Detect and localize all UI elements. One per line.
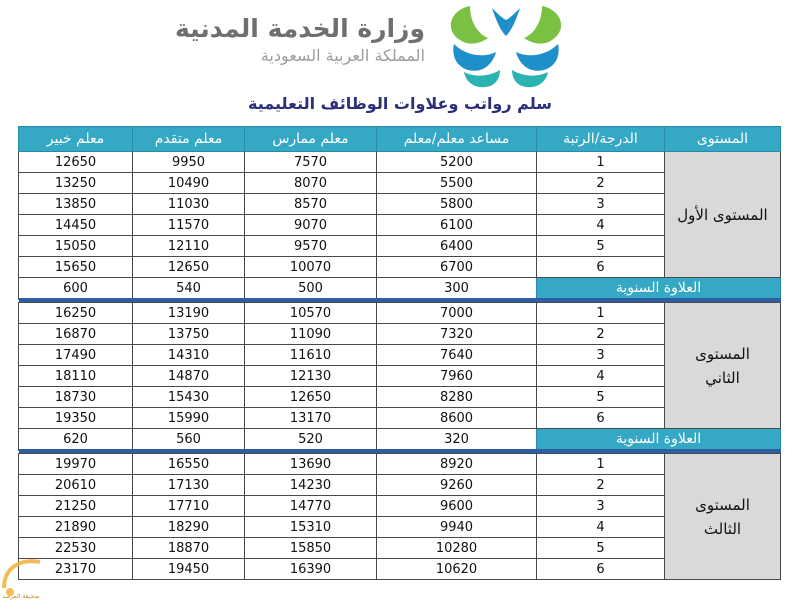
expert-teacher-salary-cell: 19970 bbox=[19, 454, 133, 475]
practitioner-teacher-raise-cell: 500 bbox=[245, 278, 377, 300]
grade-cell: 4 bbox=[537, 366, 665, 387]
practitioner-teacher-salary-cell: 9570 bbox=[245, 236, 377, 257]
assistant-teacher-salary-cell: 7000 bbox=[377, 303, 537, 324]
practitioner-teacher-salary-cell: 8070 bbox=[245, 173, 377, 194]
grade-cell: 3 bbox=[537, 345, 665, 366]
assistant-teacher-salary-cell: 7960 bbox=[377, 366, 537, 387]
expert-teacher-salary-cell: 21250 bbox=[19, 496, 133, 517]
level-label: المستوى الثالث bbox=[665, 454, 781, 580]
grade-cell: 1 bbox=[537, 152, 665, 173]
advanced-teacher-salary-cell: 15990 bbox=[133, 408, 245, 429]
ministry-logo-icon bbox=[440, 0, 572, 92]
expert-teacher-salary-cell: 18110 bbox=[19, 366, 133, 387]
advanced-teacher-salary-cell: 17130 bbox=[133, 475, 245, 496]
advanced-teacher-salary-cell: 19450 bbox=[133, 559, 245, 580]
assistant-teacher-salary-cell: 8280 bbox=[377, 387, 537, 408]
grade-cell: 3 bbox=[537, 496, 665, 517]
practitioner-teacher-salary-cell: 10070 bbox=[245, 257, 377, 278]
assistant-teacher-salary-cell: 8600 bbox=[377, 408, 537, 429]
annual-raise-label: العلاوة السنوية bbox=[537, 278, 781, 300]
practitioner-teacher-raise-cell: 520 bbox=[245, 429, 377, 451]
practitioner-teacher-salary-cell: 7570 bbox=[245, 152, 377, 173]
practitioner-teacher-salary-cell: 12650 bbox=[245, 387, 377, 408]
practitioner-teacher-salary-cell: 14770 bbox=[245, 496, 377, 517]
expert-teacher-raise-cell: 620 bbox=[19, 429, 133, 451]
column-header-expert-teacher: معلم خبير bbox=[19, 127, 133, 152]
assistant-teacher-salary-cell: 10280 bbox=[377, 538, 537, 559]
document-header bbox=[0, 0, 800, 92]
grade-cell: 6 bbox=[537, 408, 665, 429]
expert-teacher-salary-cell: 17490 bbox=[19, 345, 133, 366]
kingdom-name: المملكة العربية السعودية bbox=[260, 46, 425, 65]
grade-cell: 5 bbox=[537, 236, 665, 257]
advanced-teacher-raise-cell: 560 bbox=[133, 429, 245, 451]
advanced-teacher-salary-cell: 9950 bbox=[133, 152, 245, 173]
assistant-teacher-salary-cell: 10620 bbox=[377, 559, 537, 580]
annual-raise-row bbox=[19, 429, 781, 451]
advanced-teacher-salary-cell: 17710 bbox=[133, 496, 245, 517]
annual-raise-label: العلاوة السنوية bbox=[537, 429, 781, 451]
advanced-teacher-salary-cell: 18870 bbox=[133, 538, 245, 559]
table-row bbox=[19, 454, 781, 475]
advanced-teacher-salary-cell: 11030 bbox=[133, 194, 245, 215]
practitioner-teacher-salary-cell: 9070 bbox=[245, 215, 377, 236]
practitioner-teacher-salary-cell: 8570 bbox=[245, 194, 377, 215]
advanced-teacher-salary-cell: 18290 bbox=[133, 517, 245, 538]
assistant-teacher-salary-cell: 9940 bbox=[377, 517, 537, 538]
expert-teacher-salary-cell: 19350 bbox=[19, 408, 133, 429]
advanced-teacher-salary-cell: 10490 bbox=[133, 173, 245, 194]
newspaper-watermark-icon bbox=[0, 548, 42, 600]
assistant-teacher-salary-cell: 6400 bbox=[377, 236, 537, 257]
expert-teacher-salary-cell: 15050 bbox=[19, 236, 133, 257]
assistant-teacher-raise-cell: 320 bbox=[377, 429, 537, 451]
column-header-assistant-teacher: مساعد معلم/معلم bbox=[377, 127, 537, 152]
expert-teacher-salary-cell: 16870 bbox=[19, 324, 133, 345]
advanced-teacher-salary-cell: 15430 bbox=[133, 387, 245, 408]
advanced-teacher-salary-cell: 13750 bbox=[133, 324, 245, 345]
expert-teacher-salary-cell: 23170 bbox=[19, 559, 133, 580]
expert-teacher-salary-cell: 22530 bbox=[19, 538, 133, 559]
expert-teacher-salary-cell: 13850 bbox=[19, 194, 133, 215]
level-label: المستوى الأول bbox=[665, 152, 781, 278]
expert-teacher-salary-cell: 13250 bbox=[19, 173, 133, 194]
salary-scale-table bbox=[18, 126, 781, 580]
table-row bbox=[19, 152, 781, 173]
advanced-teacher-salary-cell: 11570 bbox=[133, 215, 245, 236]
advanced-teacher-salary-cell: 14310 bbox=[133, 345, 245, 366]
practitioner-teacher-salary-cell: 15850 bbox=[245, 538, 377, 559]
grade-cell: 5 bbox=[537, 538, 665, 559]
expert-teacher-raise-cell: 600 bbox=[19, 278, 133, 300]
grade-cell: 5 bbox=[537, 387, 665, 408]
assistant-teacher-salary-cell: 9260 bbox=[377, 475, 537, 496]
practitioner-teacher-salary-cell: 12130 bbox=[245, 366, 377, 387]
advanced-teacher-salary-cell: 14870 bbox=[133, 366, 245, 387]
grade-cell: 2 bbox=[537, 173, 665, 194]
grade-cell: 1 bbox=[537, 454, 665, 475]
grade-cell: 1 bbox=[537, 303, 665, 324]
advanced-teacher-salary-cell: 12650 bbox=[133, 257, 245, 278]
watermark-text: صحيفة المرصد bbox=[2, 593, 40, 600]
level-label: المستوى الثاني bbox=[665, 303, 781, 429]
column-header-practitioner-teacher: معلم ممارس bbox=[245, 127, 377, 152]
expert-teacher-salary-cell: 14450 bbox=[19, 215, 133, 236]
assistant-teacher-salary-cell: 7320 bbox=[377, 324, 537, 345]
advanced-teacher-salary-cell: 12110 bbox=[133, 236, 245, 257]
practitioner-teacher-salary-cell: 10570 bbox=[245, 303, 377, 324]
practitioner-teacher-salary-cell: 13170 bbox=[245, 408, 377, 429]
grade-cell: 2 bbox=[537, 475, 665, 496]
assistant-teacher-salary-cell: 7640 bbox=[377, 345, 537, 366]
grade-cell: 4 bbox=[537, 517, 665, 538]
ministry-name: وزارة الخدمة المدنية bbox=[174, 14, 425, 43]
practitioner-teacher-salary-cell: 11090 bbox=[245, 324, 377, 345]
advanced-teacher-salary-cell: 16550 bbox=[133, 454, 245, 475]
grade-cell: 2 bbox=[537, 324, 665, 345]
assistant-teacher-salary-cell: 6700 bbox=[377, 257, 537, 278]
table-header-row bbox=[19, 127, 781, 152]
expert-teacher-salary-cell: 16250 bbox=[19, 303, 133, 324]
column-header-level: المستوى bbox=[665, 127, 781, 152]
grade-cell: 6 bbox=[537, 559, 665, 580]
grade-cell: 3 bbox=[537, 194, 665, 215]
assistant-teacher-salary-cell: 5500 bbox=[377, 173, 537, 194]
assistant-teacher-salary-cell: 5800 bbox=[377, 194, 537, 215]
expert-teacher-salary-cell: 20610 bbox=[19, 475, 133, 496]
grade-cell: 4 bbox=[537, 215, 665, 236]
practitioner-teacher-salary-cell: 14230 bbox=[245, 475, 377, 496]
grade-cell: 6 bbox=[537, 257, 665, 278]
practitioner-teacher-salary-cell: 11610 bbox=[245, 345, 377, 366]
column-header-advanced-teacher: معلم متقدم bbox=[133, 127, 245, 152]
column-header-grade: الدرجة/الرتبة bbox=[537, 127, 665, 152]
expert-teacher-salary-cell: 21890 bbox=[19, 517, 133, 538]
annual-raise-row bbox=[19, 278, 781, 300]
practitioner-teacher-salary-cell: 16390 bbox=[245, 559, 377, 580]
assistant-teacher-salary-cell: 5200 bbox=[377, 152, 537, 173]
assistant-teacher-salary-cell: 8920 bbox=[377, 454, 537, 475]
assistant-teacher-raise-cell: 300 bbox=[377, 278, 537, 300]
assistant-teacher-salary-cell: 6100 bbox=[377, 215, 537, 236]
expert-teacher-salary-cell: 12650 bbox=[19, 152, 133, 173]
practitioner-teacher-salary-cell: 15310 bbox=[245, 517, 377, 538]
expert-teacher-salary-cell: 18730 bbox=[19, 387, 133, 408]
table-row bbox=[19, 303, 781, 324]
table-title: سلم رواتب وعلاوات الوظائف التعليمية bbox=[248, 94, 552, 113]
practitioner-teacher-salary-cell: 13690 bbox=[245, 454, 377, 475]
expert-teacher-salary-cell: 15650 bbox=[19, 257, 133, 278]
table-body bbox=[19, 152, 781, 580]
advanced-teacher-salary-cell: 13190 bbox=[133, 303, 245, 324]
assistant-teacher-salary-cell: 9600 bbox=[377, 496, 537, 517]
advanced-teacher-raise-cell: 540 bbox=[133, 278, 245, 300]
